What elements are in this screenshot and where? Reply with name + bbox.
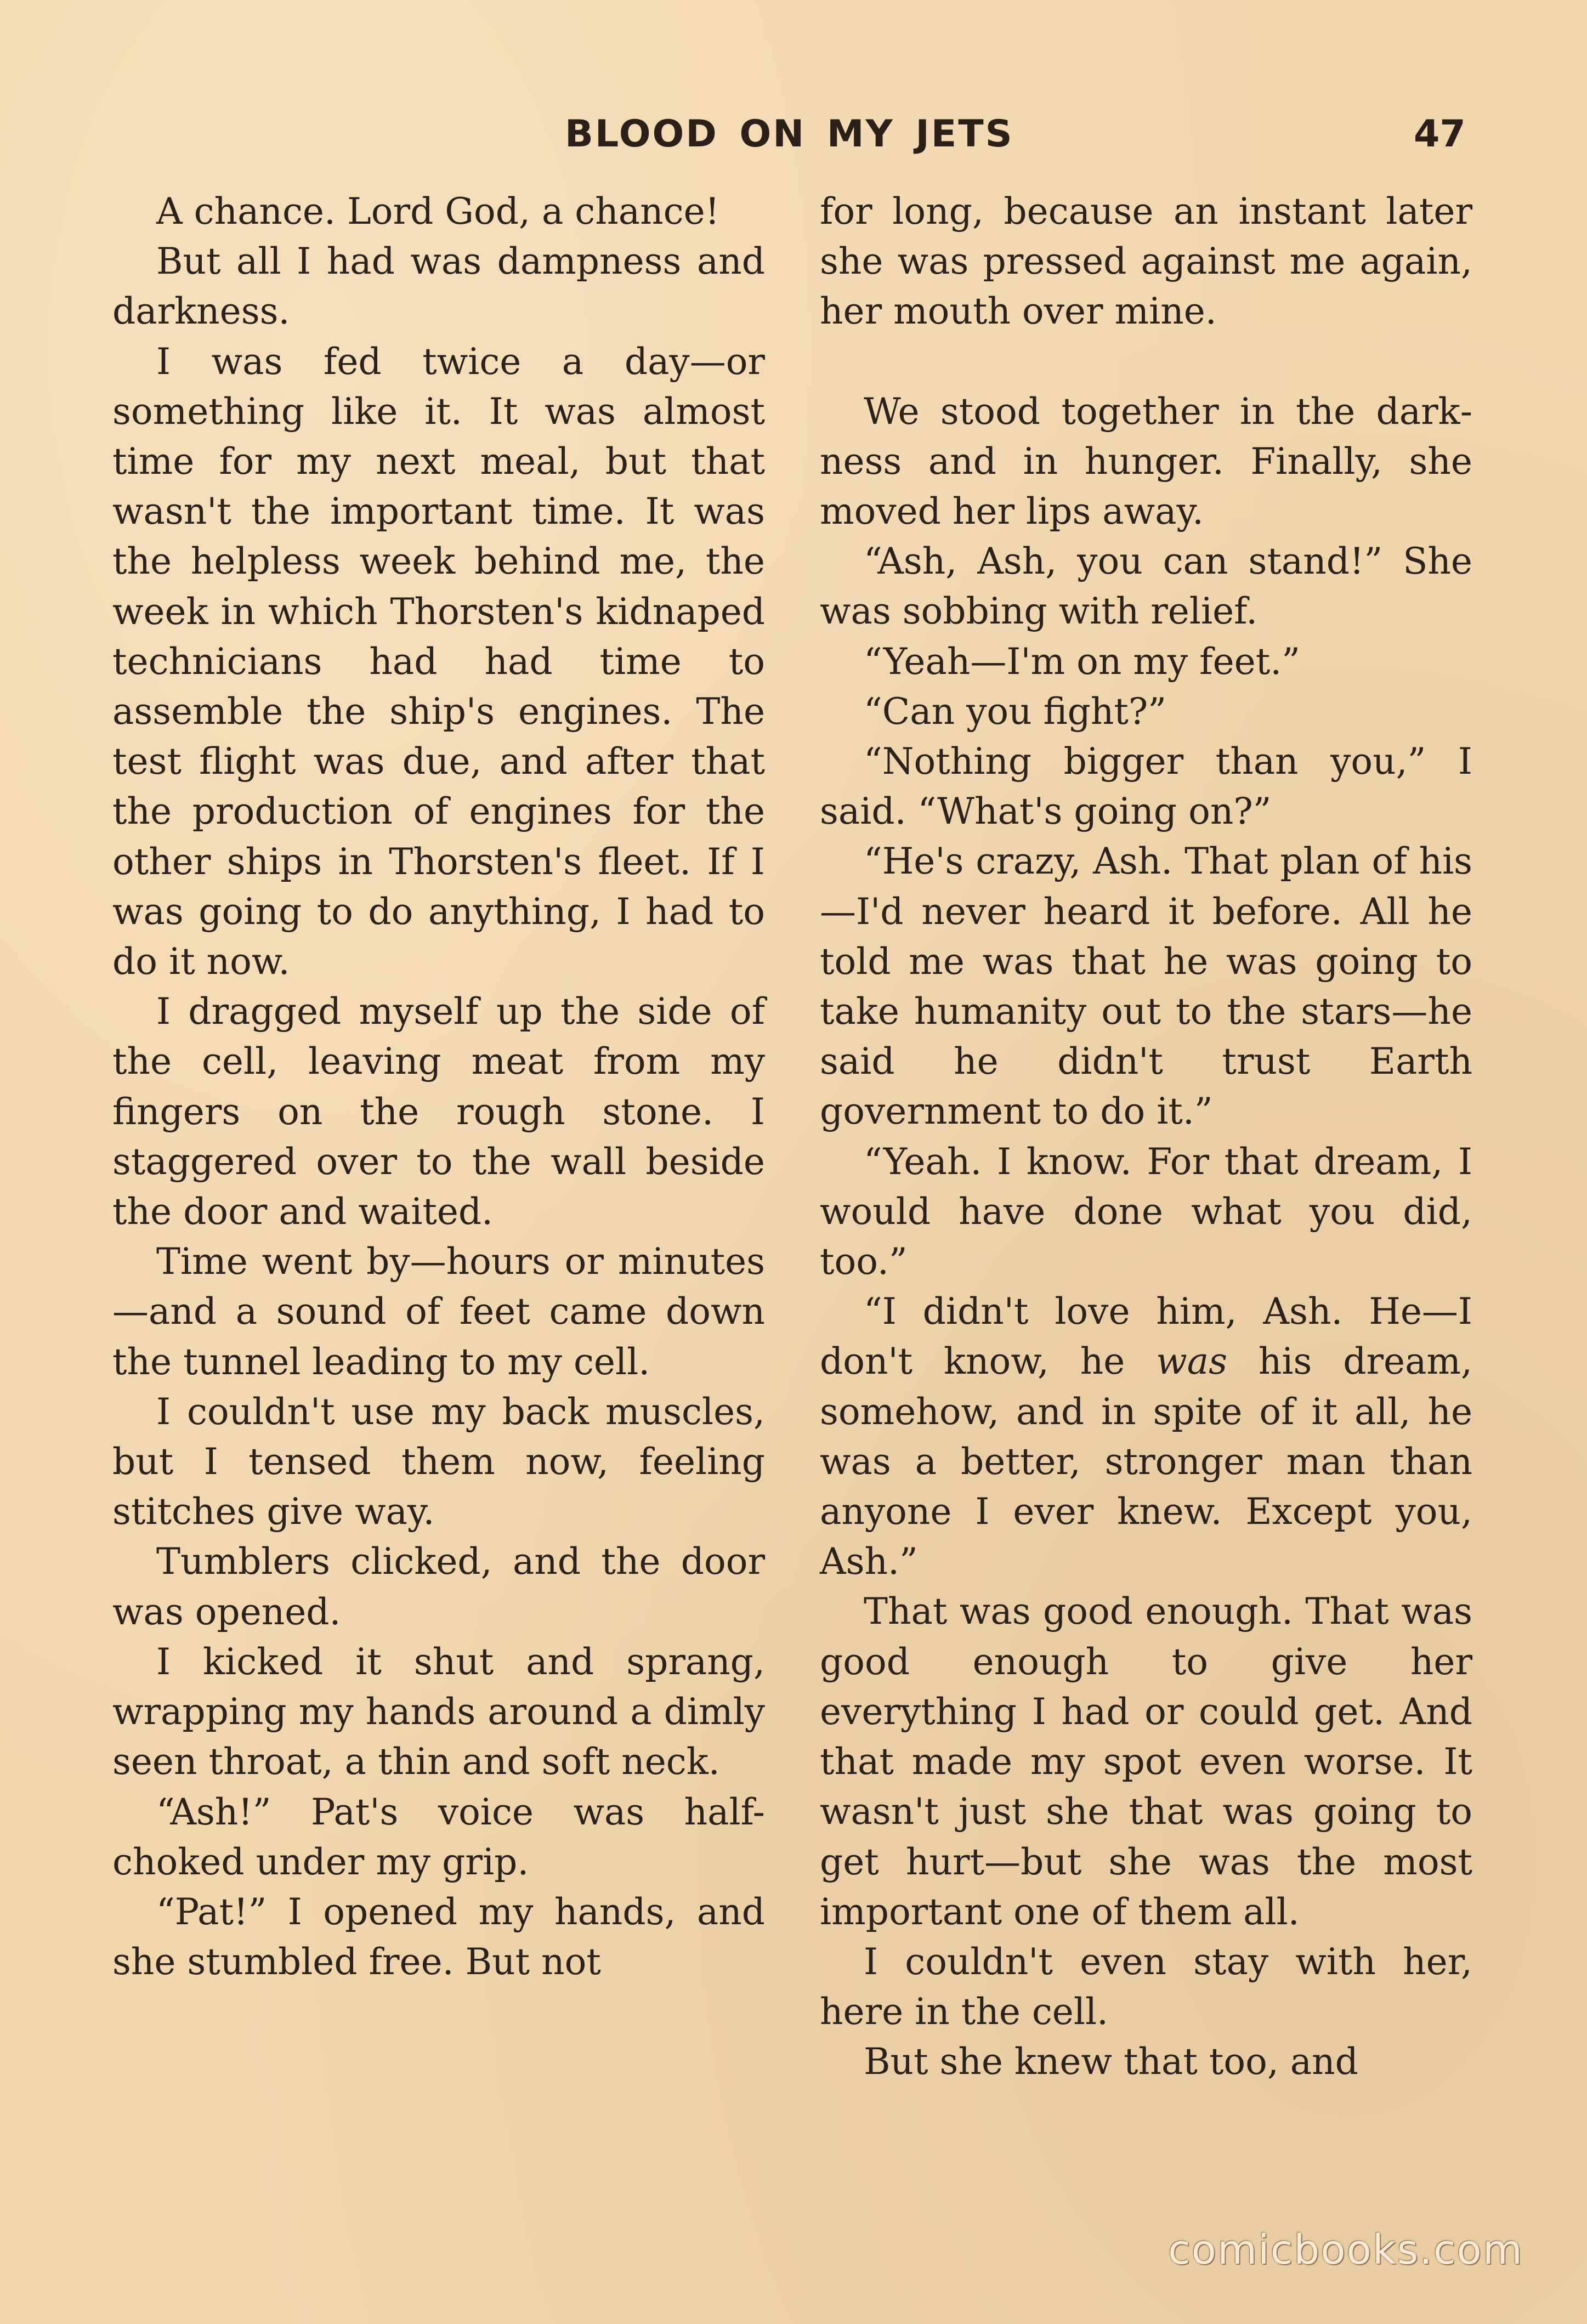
paragraph: “He's crazy, Ash. That plan of his—I'd never heard it before. All he told me was that he was going to take humanity out to the stars—he said he didn't trust Earth government to do it.” <box>820 840 1472 1133</box>
running-header <box>0 112 1587 173</box>
paragraph: I couldn't even stay with her, here in the cell. <box>820 1940 1472 2033</box>
left-column <box>112 186 765 1987</box>
right-column <box>820 186 1472 2087</box>
paragraph: A chance. Lord God, a chance! <box>156 190 720 233</box>
paragraph: But she knew that too, and <box>864 2040 1358 2083</box>
paragraph: “Yeah. I know. For that dream, I would have done what you did, too.” <box>820 1140 1472 1283</box>
paragraph: “Nothing bigger than you,” I said. “What's going on?” <box>820 740 1472 833</box>
paragraph: But all I had was dampness and darkness. <box>112 240 765 333</box>
paragraph: I couldn't use my back muscles, but I tensed them now, feeling stitches give way. <box>112 1390 765 1533</box>
paragraph-with-emphasis <box>820 1286 1472 1586</box>
text-run: his dream, somehow, and in spite of it all, he was a better, stronger man than anyone I ever knew. Except you, Ash.” <box>820 1340 1472 1583</box>
paragraph: “Ash!” Pat's voice was half-choked under my grip. <box>112 1790 765 1883</box>
paragraph: “Pat!” I opened my hands, and she stumbled free. But not <box>112 1890 765 1983</box>
watermark-logo: comicbooks.com <box>1168 2226 1523 2274</box>
paragraph: I dragged myself up the side of the cell, leaving meat from my fingers on the rough stone. I staggered over to the wall beside the door and waited. <box>112 990 765 1233</box>
text-run: “I didn't love him, Ash. He—I don't know, he <box>820 1290 1472 1383</box>
paragraph-continuation: for long, because an instant later she was pressed against me again, her mouth over mine. <box>820 190 1472 333</box>
paragraph: “Yeah—I'm on my feet.” <box>864 640 1300 683</box>
italic-word: was <box>1156 1340 1227 1383</box>
paragraph: Time went by—hours or minutes—and a sound of feet came down the tunnel leading to my cell. <box>112 1240 765 1383</box>
paragraph: I was fed twice a day—or something like it. It was almost time for my next meal, but that wasn't the important time. It was the helpless week behind me, the week in which Thorsten's kidnaped technicians had had time to assemble the ship's engines. The test flight was due, and after that the production of engines for the other ships in Thorsten's fleet. If I was going to do anything, I had to do it now. <box>112 340 765 983</box>
page-number: 47 <box>1414 112 1466 156</box>
paragraph: Tumblers clicked, and the door was opened. <box>112 1540 765 1633</box>
paragraph: “Ash, Ash, you can stand!” She was sobbing with relief. <box>820 540 1472 633</box>
paragraph: I kicked it shut and sprang, wrapping my hands around a dimly seen throat, a thin and soft neck. <box>112 1640 765 1783</box>
paragraph: “Can you fight?” <box>864 690 1167 733</box>
paragraph: That was good enough. That was good enough to give her everything I had or could get. And that made my spot even worse. It wasn't just she that was going to get hurt—but she was the most important one of them all. <box>820 1590 1472 1933</box>
paragraph-section-break: We stood together in the darkness and in hunger. Finally, she moved her lips away. <box>820 390 1472 533</box>
running-title: BLOOD ON MY JETS <box>565 112 1014 156</box>
